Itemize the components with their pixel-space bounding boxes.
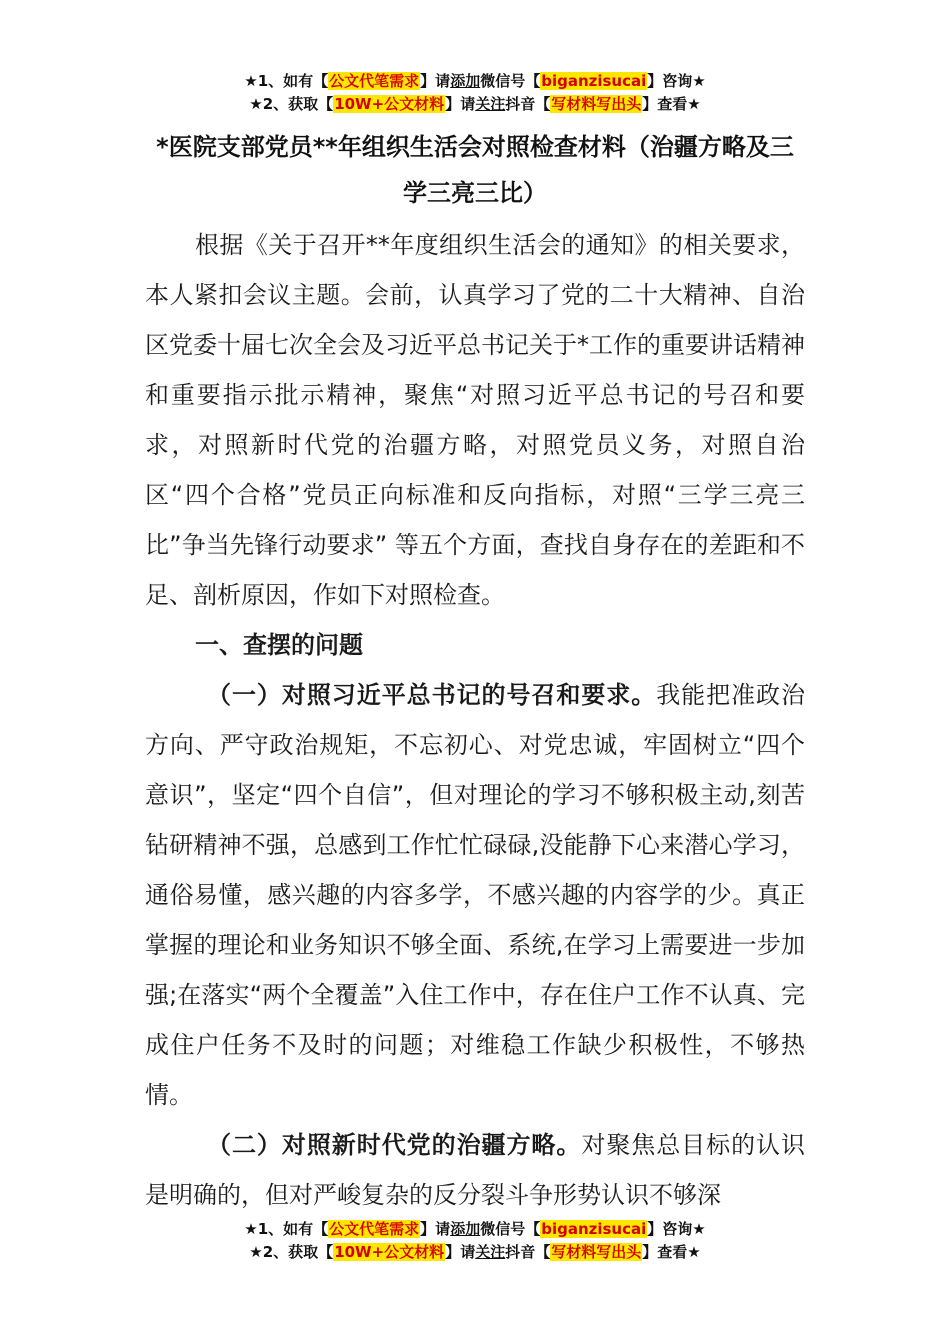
highlight-ghostwriting: 公文代笔需求 (329, 72, 420, 90)
item-1-paragraph (145, 670, 805, 1120)
highlight-wechat-id: biganzisucai (541, 1220, 647, 1238)
document-body (145, 220, 805, 1220)
intro-paragraph: 根据《关于召开**年度组织生活会的通知》的相关要求，本人紧扣会议主题。会前，认真学习了党的二十大精神、自治区党委十届七次全会及习近平总书记关于*工作的重要讲话精神和重要指示批示精神，聚焦“对照习近平总书记的号召和要求，对照新时代党的治疆方略，对照党员义务，对照自治区“四个合格”党员正向标准和反向指标，对照“三学三亮三比”争当先锋行动要求” 等五个方面，查找自身存在的差距和不足、剖析原因，作如下对照检查。 (145, 231, 805, 609)
highlight-wechat-id: biganzisucai (541, 72, 647, 90)
banner-line-1: ★1、如有【公文代笔需求】请添加微信号【biganzisucai】咨询★ (244, 1220, 706, 1238)
footer-ad-banner (0, 1218, 950, 1264)
section-heading: 一、查摆的问题 (195, 631, 363, 659)
item-1-heading: （一）对照习近平总书记的号召和要求。 (207, 681, 657, 709)
item-2-text: 对聚焦总目标的认识是明确的，但对严峻复杂的反分裂斗争形势认识不够深 (145, 1131, 806, 1209)
banner-line-2: ★2、获取【10W+公文材料】请关注抖音【写材料写出头】查看★ (249, 95, 701, 113)
banner-line-1: ★1、如有【公文代笔需求】请添加微信号【biganzisucai】咨询★ (244, 72, 706, 90)
header-ad-banner (0, 70, 950, 116)
highlight-douyin: 写材料写出头 (551, 95, 642, 113)
document-title: *医院支部党员**年组织生活会对照检查材料（治疆方略及三学三亮三比） (156, 133, 794, 207)
highlight-materials: 10W+公文材料 (334, 1243, 445, 1261)
banner-line-2: ★2、获取【10W+公文材料】请关注抖音【写材料写出头】查看★ (249, 1243, 701, 1261)
highlight-materials: 10W+公文材料 (334, 95, 445, 113)
highlight-douyin: 写材料写出头 (551, 1243, 642, 1261)
item-2-heading: （二）对照新时代党的治疆方略。 (207, 1131, 582, 1159)
item-2-paragraph (145, 1120, 805, 1220)
highlight-ghostwriting: 公文代笔需求 (329, 1220, 420, 1238)
item-1-text: 我能把准政治方向、严守政治规矩，不忘初心、对党忠诚，牢固树立“四个意识”，坚定“四个自信”，但对理论的学习不够积极主动,刻苦钻研精神不强，总感到工作忙忙碌碌,没能静下心来潜心学习，通俗易懂，感兴趣的内容多学，不感兴趣的内容学的少。真正掌握的理论和业务知识不够全面、系统,在学习上需要进一步加强;在落实“两个全覆盖”入住工作中，存在住户工作不认真、完成住户任务不及时的问题；对维稳工作缺少积极性，不够热情。 (145, 681, 806, 1109)
